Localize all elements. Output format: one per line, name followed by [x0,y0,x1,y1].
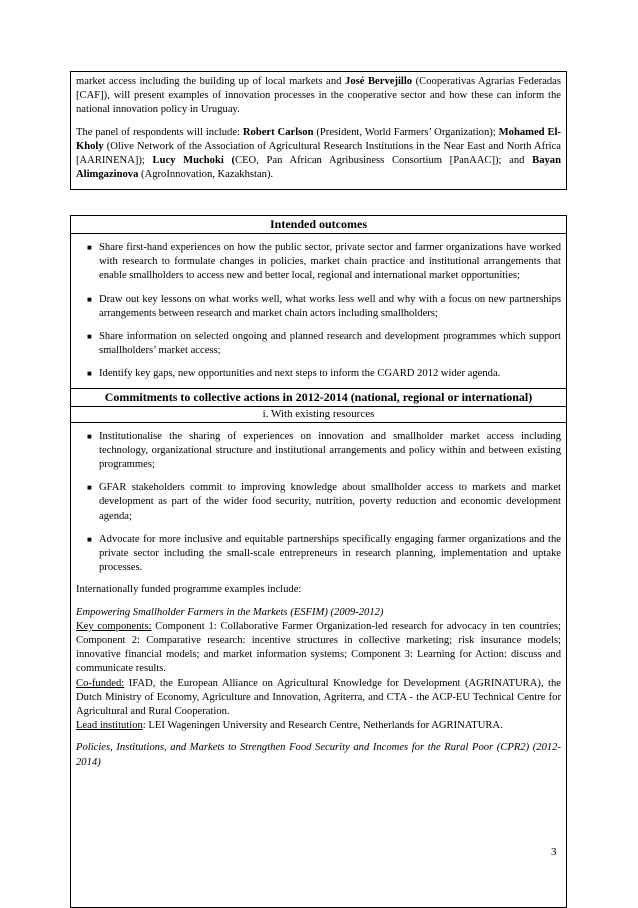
examples-intro: Internationally funded programme examples include: [76,584,302,596]
intro-box [70,71,567,190]
intro-paragraph-2: The panel of respondents will include: Robert Carlson (President, World Farmers’ Organization); Mohamed El-Kholy (Olive Network of the Association of Agricultural Research Institutions in the Near East and North Africa [AARINENA]); Lucy Muchoki (CEO, Pan African Agribusiness Consortium [PanAAC]); and Bayan Alimgazinova (AgroInnovation, Kazakhstan). [76,126,562,181]
intro-paragraph-1: market access including the building up of local markets and José Bervejillo (Cooperativas Agrarias Federadas [CAF]), will present examples of innovation processes in the cooperative sector and how these can inform the national innovation policy in Uruguay. [76,76,561,116]
commitments-heading: Commitments to collective actions in 2012-2014 (national, regional or international) [71,389,566,407]
programme-1-cofunded: Co-funded: IFAD, the European Alliance on Agricultural Knowledge for Development (AGRINATURA), the Dutch Ministry of Economy, Agriculture and Innovation, Agriterra, and CTA - the ACP-EU Technical Centre for Agricultural and Rural Cooperation. [76,677,561,718]
bullet-square-icon: ■ [87,332,92,342]
outcomes-commitments-table [70,215,567,908]
outcome-bullet: ■ Draw out key lessons on what works well, what works less well and why with a focus on new partnerships arrangements between research and market chain actors including smallholders; [87,293,561,319]
commitment-bullet: ■ Advocate for more inclusive and equitable partnerships specifically engaging farmer organizations and the private sector including the small-scale entrepreneurs in research planning, implementation and uptake processes. [87,533,561,574]
page-number: 3 [551,846,557,858]
commitment-bullet: ■ Institutionalise the sharing of experiences on innovation and smallholder market access including technology, organizational structure and institutional arrangements and policy within and between existing programmes; [87,430,561,471]
programme-1-lead-institution: Lead institution: LEI Wageningen University and Research Centre, Netherlands for AGRINATURA. [76,720,503,732]
commitment-bullet: ■ GFAR stakeholders commit to improving knowledge about smallholder access to markets and market development as part of the wider food security, nutrition, poverty reduction and economic development agenda; [87,482,561,522]
outcome-bullet: ■ Share first-hand experiences on how the public sector, private sector and farmer organizations have worked with research to formulate changes in policies, market chain practice and institutional arrangements that enable smallholders to access new and better local, regional and international market opportunities; [87,242,561,282]
outcome-bullet: ■ Identify key gaps, new opportunities and next steps to inform the CGARD 2012 wider agenda. [76,367,561,381]
bullet-square-icon: ■ [87,431,92,441]
programme-2-title: Policies, Institutions, and Markets to Strengthen Food Security and Incomes for the Rural Poor (CPR2) (2012- 2014) [76,742,561,768]
intended-outcomes-section [71,234,566,389]
bullet-square-icon: ■ [87,534,92,544]
outcome-bullet: ■ Share information on selected ongoing and planned research and development programmes which support smallholders’ market access; [87,331,561,357]
programme-1-key-components: Key components: Component 1: Collaborative Farmer Organization-led research for advocacy in ten countries; Component 2: Comparative research: incentive structures in collective marketing; risk insurance models; innovative financial models; and market information systems; Component 3: Learning for Action: discuss and communicate results. [76,620,561,675]
bullet-square-icon: ■ [87,243,92,252]
existing-resources-subheading: i. With existing resources [71,407,566,423]
bullet-square-icon: ■ [87,369,92,379]
commitments-section [71,423,566,770]
intended-outcomes-heading: Intended outcomes [71,216,566,234]
bullet-square-icon: ■ [87,294,92,304]
bullet-square-icon: ■ [87,483,92,493]
programme-1-title: Empowering Smallholder Farmers in the Markets (ESFIM) (2009-2012) [76,606,384,618]
